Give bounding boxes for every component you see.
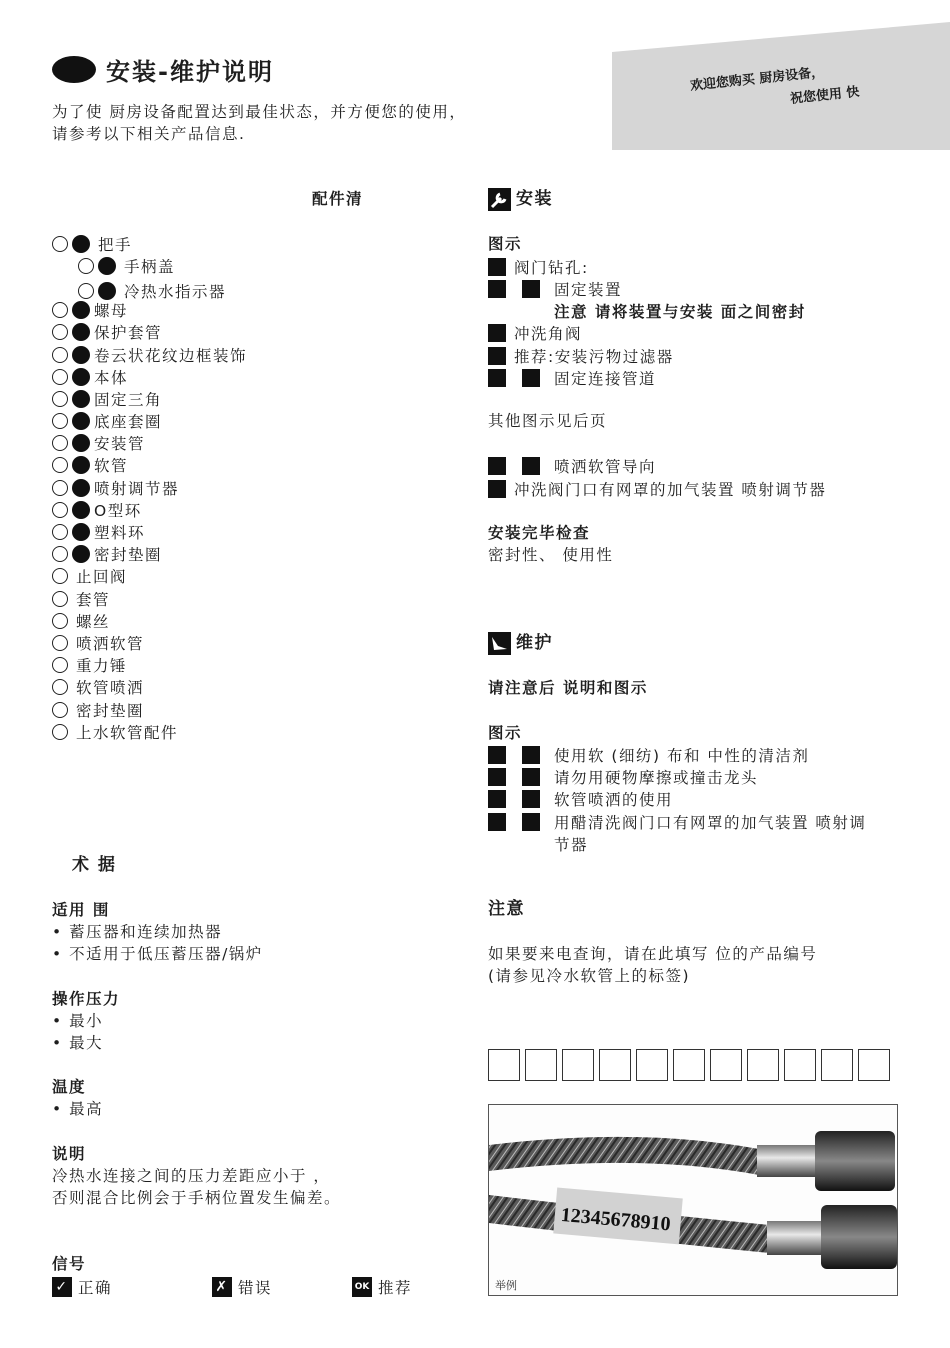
list-item: 密封垫圈 bbox=[52, 699, 144, 721]
circle-icon bbox=[52, 302, 68, 318]
serial-digit-box[interactable] bbox=[673, 1049, 705, 1081]
install-check-text: 密封性、 使用性 bbox=[488, 546, 614, 564]
install-step: 冲洗角阀 bbox=[488, 322, 582, 344]
circle-icon bbox=[52, 391, 68, 407]
title-bullet-icon bbox=[52, 56, 96, 83]
serial-digit-box[interactable] bbox=[784, 1049, 816, 1081]
scope-item: • 蓄压器和连续加热器 bbox=[52, 923, 223, 941]
figure-marker-icon bbox=[522, 790, 540, 808]
serial-digit-box[interactable] bbox=[858, 1049, 890, 1081]
list-item: 软管 bbox=[52, 454, 128, 476]
intro-line-2: 请参考以下相关产品信息. bbox=[52, 125, 246, 143]
hose-photo bbox=[488, 1104, 898, 1296]
figure-marker-icon bbox=[488, 280, 506, 298]
install-warning: 注意 请将装置与安装 面之间密封 bbox=[554, 303, 806, 321]
maintenance-step: 软管喷洒的使用 bbox=[488, 788, 673, 810]
circle-icon bbox=[52, 546, 68, 562]
figure-marker-icon bbox=[522, 746, 540, 764]
figure-marker-icon bbox=[488, 324, 506, 342]
circle-icon bbox=[52, 369, 68, 385]
install-other-note: 其他图示见后页 bbox=[488, 412, 608, 430]
install-step: 喷洒软管导向 bbox=[488, 455, 656, 477]
circle-icon bbox=[52, 613, 68, 629]
list-item: 把手 bbox=[52, 233, 132, 255]
filled-circle-icon bbox=[72, 323, 90, 341]
signal-recommend: OK 推荐 bbox=[352, 1276, 412, 1298]
list-item: 安装管 bbox=[52, 432, 145, 454]
filled-circle-icon bbox=[98, 282, 116, 300]
list-item: 上水软管配件 bbox=[52, 721, 178, 743]
list-item: 手柄盖 bbox=[78, 255, 175, 277]
tech-heading: 术 据 bbox=[72, 855, 117, 875]
install-step: 推荐:安装污物过滤器 bbox=[488, 345, 674, 367]
serial-digit-box[interactable] bbox=[821, 1049, 853, 1081]
list-item: 喷洒软管 bbox=[52, 632, 144, 654]
ok-icon: OK bbox=[352, 1277, 372, 1297]
maintenance-step: 使用软 (细纺) 布和 中性的清洁剂 bbox=[488, 744, 809, 766]
cleaning-icon bbox=[488, 632, 511, 655]
circle-icon bbox=[52, 568, 68, 584]
circle-icon bbox=[78, 283, 94, 299]
note-heading: 说明 bbox=[52, 1145, 87, 1163]
photo-caption: 举例 bbox=[495, 1279, 517, 1292]
figure-marker-icon bbox=[522, 280, 540, 298]
filled-circle-icon bbox=[72, 390, 90, 408]
wrench-icon bbox=[488, 188, 511, 211]
figure-marker-icon bbox=[488, 813, 506, 831]
install-check-heading: 安装完毕检查 bbox=[488, 524, 591, 542]
note-line-2: 否则混合比例会于手柄位置发生偏差。 bbox=[52, 1189, 342, 1207]
pressure-item: • 最小 bbox=[52, 1012, 104, 1030]
filled-circle-icon bbox=[72, 346, 90, 364]
list-item: 固定三角 bbox=[52, 388, 162, 410]
install-step: 固定装置 bbox=[488, 278, 622, 300]
temp-item: • 最高 bbox=[52, 1100, 104, 1118]
list-item: 本体 bbox=[52, 366, 128, 388]
filled-circle-icon bbox=[72, 434, 90, 452]
install-step: 阀门钻孔: bbox=[488, 256, 589, 278]
greeting-line-1: 欢迎您购买 厨房设备， bbox=[689, 64, 825, 94]
circle-icon bbox=[52, 236, 68, 252]
pressure-heading: 操作压力 bbox=[52, 990, 121, 1008]
cross-icon: ✗ bbox=[212, 1277, 232, 1297]
serial-number-boxes[interactable] bbox=[488, 1049, 890, 1081]
note-line-1: 冷热水连接之间的压力差距应小于 ， bbox=[52, 1167, 331, 1185]
filled-circle-icon bbox=[72, 523, 90, 541]
maintenance-step: 请勿用硬物摩擦或撞击龙头 bbox=[488, 766, 758, 788]
figure-marker-icon bbox=[522, 369, 540, 387]
figure-marker-icon bbox=[488, 480, 506, 498]
filled-circle-icon bbox=[98, 257, 116, 275]
maintenance-heading: 维护 bbox=[516, 633, 553, 653]
notice-line-2: (请参见冷水软管上的标签) bbox=[488, 967, 691, 985]
figure-marker-icon bbox=[488, 347, 506, 365]
maintenance-step: 用醋清洗阀门口有网罩的加气装置 喷射调 bbox=[488, 811, 866, 833]
temp-heading: 温度 bbox=[52, 1078, 87, 1096]
serial-digit-box[interactable] bbox=[710, 1049, 742, 1081]
list-item: 止回阀 bbox=[52, 565, 127, 587]
circle-icon bbox=[52, 679, 68, 695]
circle-icon bbox=[52, 702, 68, 718]
list-item: 螺丝 bbox=[52, 610, 110, 632]
circle-icon bbox=[52, 724, 68, 740]
circle-icon bbox=[52, 524, 68, 540]
maintenance-diagram-label: 图示 bbox=[488, 724, 523, 742]
list-item: 冷热水指示器 bbox=[78, 280, 226, 302]
greeting-line-2: 祝您使用 快 bbox=[789, 84, 861, 107]
figure-marker-icon bbox=[522, 768, 540, 786]
install-heading: 安装 bbox=[516, 189, 553, 209]
list-item: O型环 bbox=[52, 499, 142, 521]
list-item: 塑料环 bbox=[52, 521, 145, 543]
install-diagram-label: 图示 bbox=[488, 235, 523, 253]
serial-label-text: 12345678910 bbox=[559, 1203, 672, 1236]
list-item: 底座套圈 bbox=[52, 410, 162, 432]
figure-marker-icon bbox=[488, 790, 506, 808]
figure-marker-icon bbox=[488, 457, 506, 475]
notice-line-1: 如果要来电查询，请在此填写 位的产品编号 bbox=[488, 945, 818, 963]
hose-illustration bbox=[489, 1105, 898, 1296]
maintenance-step-cont: 节器 bbox=[554, 836, 589, 854]
install-step: 固定连接管道 bbox=[488, 367, 656, 389]
figure-marker-icon bbox=[488, 768, 506, 786]
greeting-panel bbox=[612, 22, 950, 150]
signal-wrong: ✗ 错误 bbox=[212, 1276, 272, 1298]
circle-icon bbox=[52, 324, 68, 340]
circle-icon bbox=[52, 435, 68, 451]
notice-heading: 注意 bbox=[488, 899, 525, 919]
filled-circle-icon bbox=[72, 545, 90, 563]
serial-digit-box[interactable] bbox=[599, 1049, 631, 1081]
signal-correct: ✓ 正确 bbox=[52, 1276, 112, 1298]
serial-digit-box[interactable] bbox=[488, 1049, 520, 1081]
list-item: 螺母 bbox=[52, 299, 128, 321]
page-title: 安装-维护说明 bbox=[106, 58, 274, 86]
serial-digit-box[interactable] bbox=[747, 1049, 779, 1081]
circle-icon bbox=[52, 635, 68, 651]
filled-circle-icon bbox=[72, 301, 90, 319]
scope-heading: 适用 围 bbox=[52, 901, 110, 919]
filled-circle-icon bbox=[72, 479, 90, 497]
list-item: 保护套管 bbox=[52, 321, 162, 343]
figure-marker-icon bbox=[488, 369, 506, 387]
scope-item: • 不适用于低压蓄压器/锅炉 bbox=[52, 945, 263, 963]
pressure-item: • 最大 bbox=[52, 1034, 104, 1052]
check-icon: ✓ bbox=[52, 1277, 72, 1297]
circle-icon bbox=[52, 657, 68, 673]
filled-circle-icon bbox=[72, 412, 90, 430]
list-item: 套管 bbox=[52, 588, 110, 610]
circle-icon bbox=[52, 413, 68, 429]
figure-marker-icon bbox=[522, 457, 540, 475]
maintenance-note: 请注意后 说明和图示 bbox=[488, 679, 648, 697]
circle-icon bbox=[52, 502, 68, 518]
serial-digit-box[interactable] bbox=[636, 1049, 668, 1081]
install-step: 冲洗阀门口有网罩的加气装置 喷射调节器 bbox=[488, 478, 826, 500]
filled-circle-icon bbox=[72, 235, 90, 253]
filled-circle-icon bbox=[72, 368, 90, 386]
figure-marker-icon bbox=[488, 746, 506, 764]
intro-line-1: 为了使 厨房设备配置达到最佳状态，并方便您的使用， bbox=[52, 103, 467, 121]
serial-digit-box[interactable] bbox=[525, 1049, 557, 1081]
circle-icon bbox=[52, 347, 68, 363]
list-item: 软管喷洒 bbox=[52, 676, 144, 698]
circle-icon bbox=[52, 457, 68, 473]
list-item: 密封垫圈 bbox=[52, 543, 162, 565]
circle-icon bbox=[52, 591, 68, 607]
circle-icon bbox=[52, 480, 68, 496]
filled-circle-icon bbox=[72, 456, 90, 474]
parts-heading: 配件清 bbox=[312, 190, 364, 208]
serial-digit-box[interactable] bbox=[562, 1049, 594, 1081]
figure-marker-icon bbox=[488, 258, 506, 276]
list-item: 卷云状花纹边框装饰 bbox=[52, 344, 247, 366]
signals-heading: 信号 bbox=[52, 1255, 87, 1273]
circle-icon bbox=[78, 258, 94, 274]
list-item: 喷射调节器 bbox=[52, 477, 179, 499]
list-item: 重力锤 bbox=[52, 654, 127, 676]
filled-circle-icon bbox=[72, 501, 90, 519]
figure-marker-icon bbox=[522, 813, 540, 831]
